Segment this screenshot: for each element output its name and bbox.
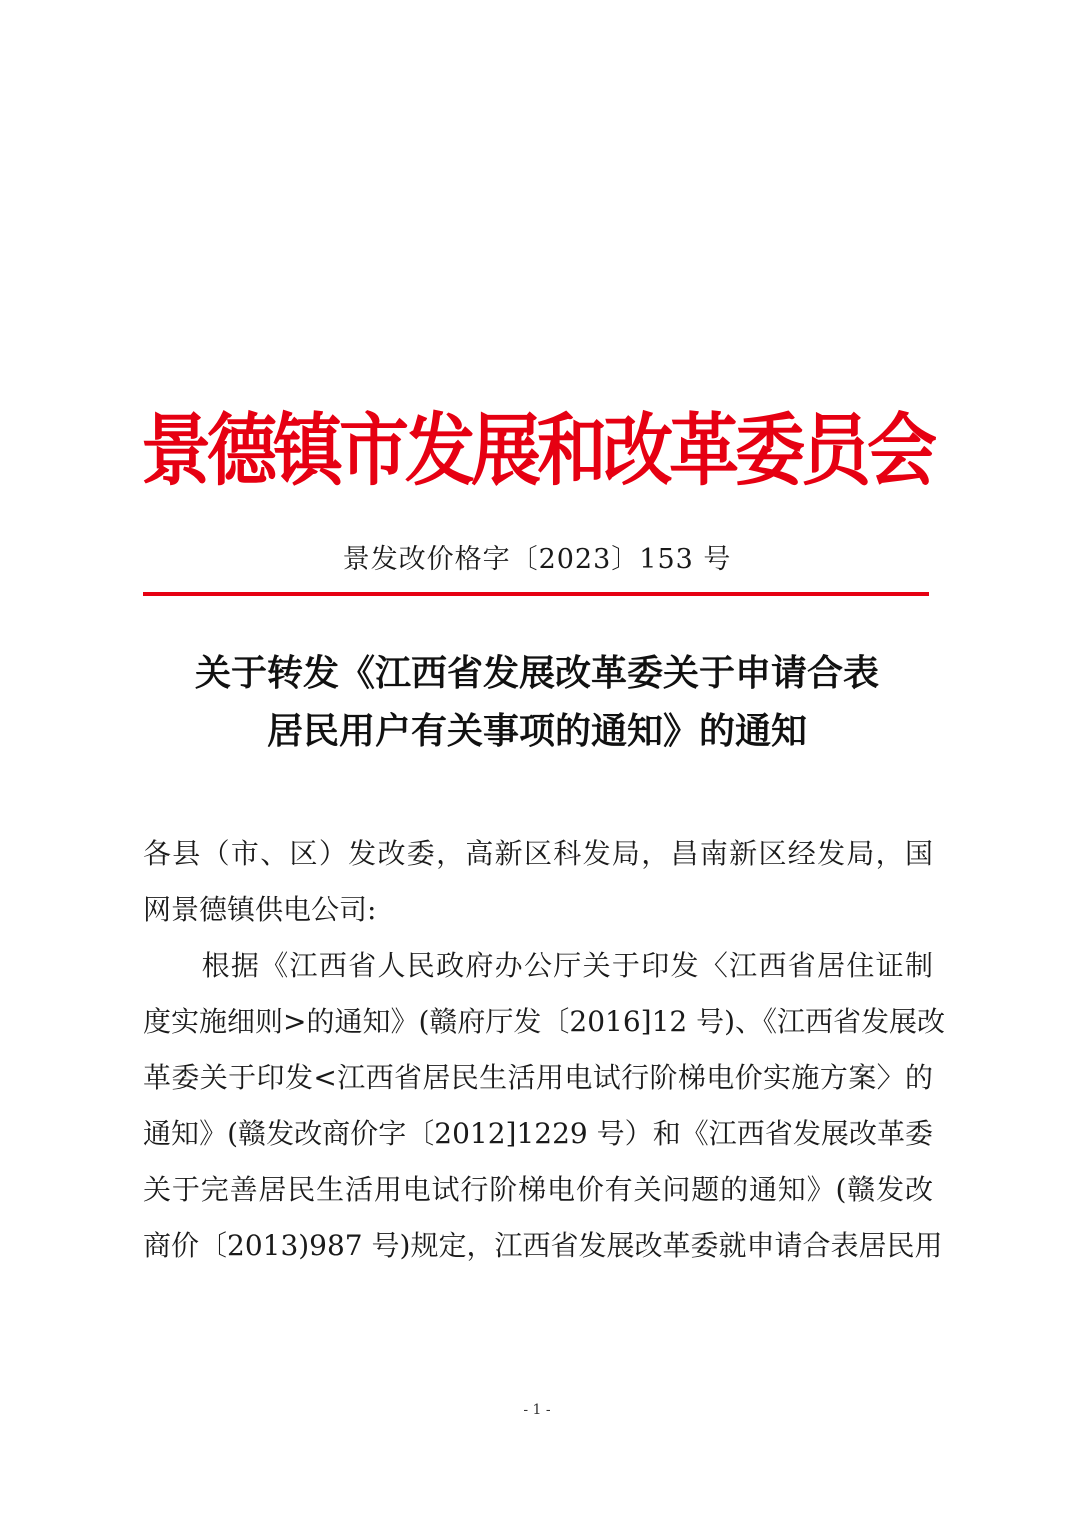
body-line: 关于完善居民生活用电试行阶梯电价有关问题的通知》(赣发改: [143, 1173, 933, 1206]
body-line: 通知》(赣发改商价字〔2012]1229 号）和《江西省发展改革委: [143, 1117, 933, 1150]
body-line: 革委关于印发<江西省居民生活用电试行阶梯电价实施方案〉的: [143, 1061, 933, 1094]
title-line: 关于转发《江西省发展改革委关于申请合表: [194, 652, 879, 694]
organization-header: 景德镇市发展和改革委员会: [141, 404, 933, 497]
body-line: 根据《江西省人民政府办公厅关于印发〈江西省居住证制: [143, 949, 933, 982]
page-number: - 1 -: [523, 1402, 551, 1418]
body-line-addressees: 各县（市、区）发改委，高新区科发局，昌南新区经发局，国: [143, 837, 933, 870]
body-line: 商价〔2013)987 号)规定，江西省发展改革委就申请合表居民用: [143, 1229, 943, 1262]
document-body: [143, 826, 946, 1274]
body-line-addressees-cont: 网景德镇供电公司:: [143, 893, 377, 926]
body-line: 度实施细则>的通知》(赣府厅发〔2016]12 号)、《江西省发展改: [143, 1005, 946, 1038]
title-line: 居民用户有关事项的通知》的通知: [266, 710, 807, 752]
document-title: [140, 644, 934, 760]
red-divider-line: [143, 592, 929, 596]
document-number: 景发改价格字〔2023〕153 号: [342, 544, 732, 575]
